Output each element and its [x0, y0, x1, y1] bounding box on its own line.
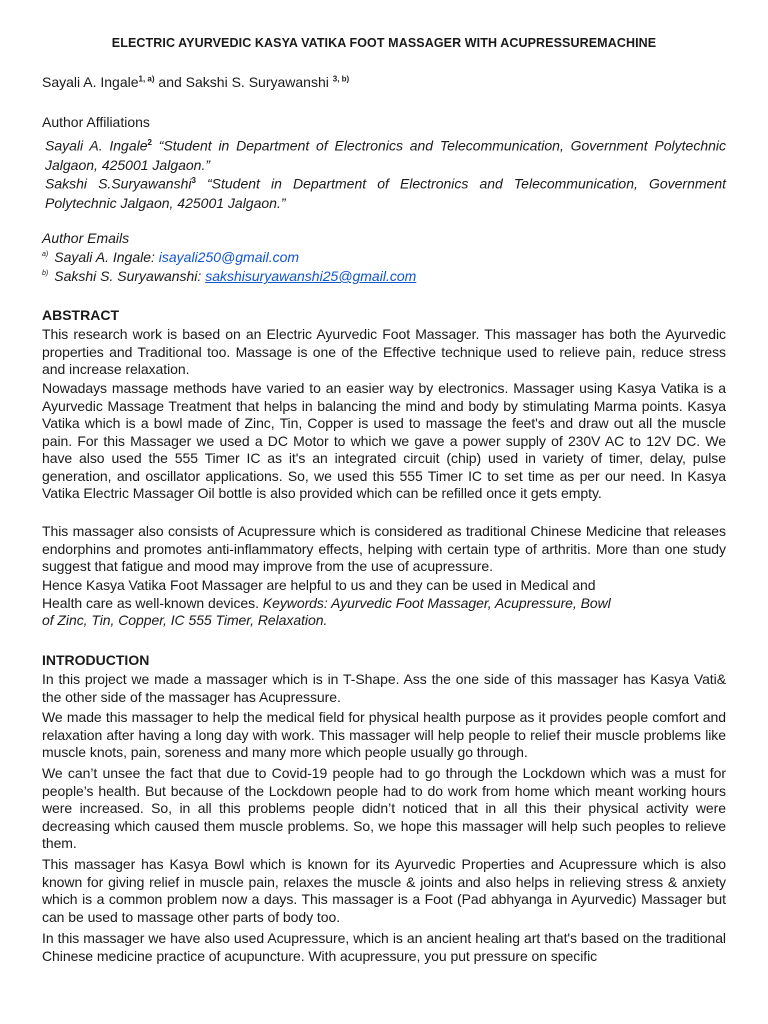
- affiliation-1-text: “Student in Department of Electronics and Telecommunication, Government Polytechnic Jalgaon, 425001 Jalgaon.”: [45, 137, 727, 173]
- abstract-paragraph-3: This massager also consists of Acupressure which is considered as traditional Chinese Medicine that releases endorphins and promotes anti-inflammatory effects, helping with certain type of arthritis. More than one study suggest that fatigue and mood may improve from the use of acupressure.: [42, 523, 726, 574]
- abstract-heading: ABSTRACT: [42, 307, 119, 323]
- email-2-link[interactable]: sakshisuryawanshi25@gmail.com: [205, 268, 417, 284]
- author-1-superscript: 1, a): [138, 74, 155, 84]
- emails-heading: Author Emails: [42, 230, 130, 246]
- introduction-paragraph-5: In this massager we have also used Acupressure, which is an ancient healing art that's based on the traditional Chinese medicine practice of acupuncture. With acupressure, you put pressure on specific: [42, 930, 726, 964]
- introduction-paragraph-3: We can’t unsee the fact that due to Covid-19 people had to go through the Lockdown which was a must for people’s health. But because of the Lockdown people had to do work from home which meant working hours were increased. So, in all this problems people didn’t noticed that in all this their physical activity were decreasing which caused them muscle problems. So, we hope this massager will help such peoples to relieve them.: [42, 765, 726, 851]
- introduction-paragraph-1: In this project we made a massager which is in T-Shape. Ass the one side of this massager has Kasya Vati& the other side of the massager has Acupressure.: [42, 671, 726, 705]
- introduction-paragraph-2: We made this massager to help the medical field for physical health purpose as it provides people comfort and relaxation after having a long day with work. This massager will help people to relief their muscle problems like muscle knots, pain, soreness and many more which people usually go through.: [42, 709, 726, 760]
- abstract-p4-line-2: Health care as well-known devices.: [42, 594, 263, 611]
- paper-title: ELECTRIC AYURVEDIC KASYA VATIKA FOOT MASSAGER WITH ACUPRESSUREMACHINE: [111, 36, 657, 50]
- affiliation-2-text: “Student in Department of Electronics and Telecommunication, Government Polytechnic Jalgaon, 425001 Jalgaon.”: [45, 175, 727, 211]
- keywords-start: Keywords: Ayurvedic Foot Massager, Acupressure, Bowl: [262, 594, 611, 611]
- email-1-label: Sayali A. Ingale:: [54, 249, 159, 265]
- abstract-paragraph-4: [42, 577, 726, 630]
- affiliation-1-superscript: 2: [147, 138, 152, 147]
- email-row-2: [42, 268, 416, 284]
- affiliation-2-superscript: 3: [191, 176, 196, 185]
- affiliation-1-name: Sayali A. Ingale: [45, 137, 148, 154]
- affiliation-2-name: Sakshi S.Suryawanshi: [45, 175, 192, 192]
- author-line: [42, 74, 349, 90]
- affiliation-2: [45, 171, 726, 213]
- email-row-1: [42, 249, 299, 265]
- email-1-marker: a): [42, 251, 49, 259]
- author-connector: and: [154, 74, 186, 90]
- author-2-name: Sakshi S. Suryawanshi: [185, 74, 333, 90]
- email-2-label: Sakshi S. Suryawanshi:: [54, 268, 206, 284]
- introduction-paragraph-4: This massager has Kasya Bowl which is known for its Ayurvedic Properties and Acupressure which is also known for giving relief in muscle pain, relaxes the muscle & joints and also helps in relieving stress & anxiety which is a common problem now a days. This massager is a Foot (Pad abhyanga in Ayurvedic) Massager but can be used to massage other parts of body too.: [42, 856, 726, 925]
- email-1-link[interactable]: isayali250@gmail.com: [158, 249, 300, 265]
- author-1-name: Sayali A. Ingale: [42, 74, 139, 90]
- abstract-p4-line-1: Hence Kasya Vatika Foot Massager are helpful to us and they can be used in Medical and: [42, 577, 596, 593]
- abstract-paragraph-2: Nowadays massage methods have varied to an easier way by electronics. Massager using Kasya Vatika is a Ayurvedic Massage Treatment that helps in balancing the mind and body by stimulating Marma points. Kasya Vatika which is a bowl made of Zinc, Tin, Copper is used to massage the feet's and draw out all the muscle pain. For this Massager we used a DC Motor to which we gave a power supply of 230V AC to 12V DC. We have also used the 555 Timer IC as it's an integrated circuit (chip) used in variety of timer, delay, pulse generation, and oscillator applications. So, we used this 555 Timer IC to set time as per our need. In Kasya Vatika Electric Massager Oil bottle is also provided which can be refilled once it gets empty.: [42, 380, 726, 501]
- email-2-marker: b): [42, 270, 49, 278]
- keywords-end: of Zinc, Tin, Copper, IC 555 Timer, Relaxation.: [42, 612, 328, 628]
- introduction-heading: INTRODUCTION: [42, 652, 150, 668]
- abstract-paragraph-1: This research work is based on an Electric Ayurvedic Foot Massager. This massager has both the Ayurvedic properties and Traditional too. Massage is one of the Effective technique used to relieve pain, reduce stress and increase relaxation.: [42, 326, 726, 377]
- affiliation-1: [45, 133, 726, 175]
- affiliations-heading: Author Affiliations: [42, 114, 150, 130]
- author-2-superscript: 3, b): [332, 74, 350, 84]
